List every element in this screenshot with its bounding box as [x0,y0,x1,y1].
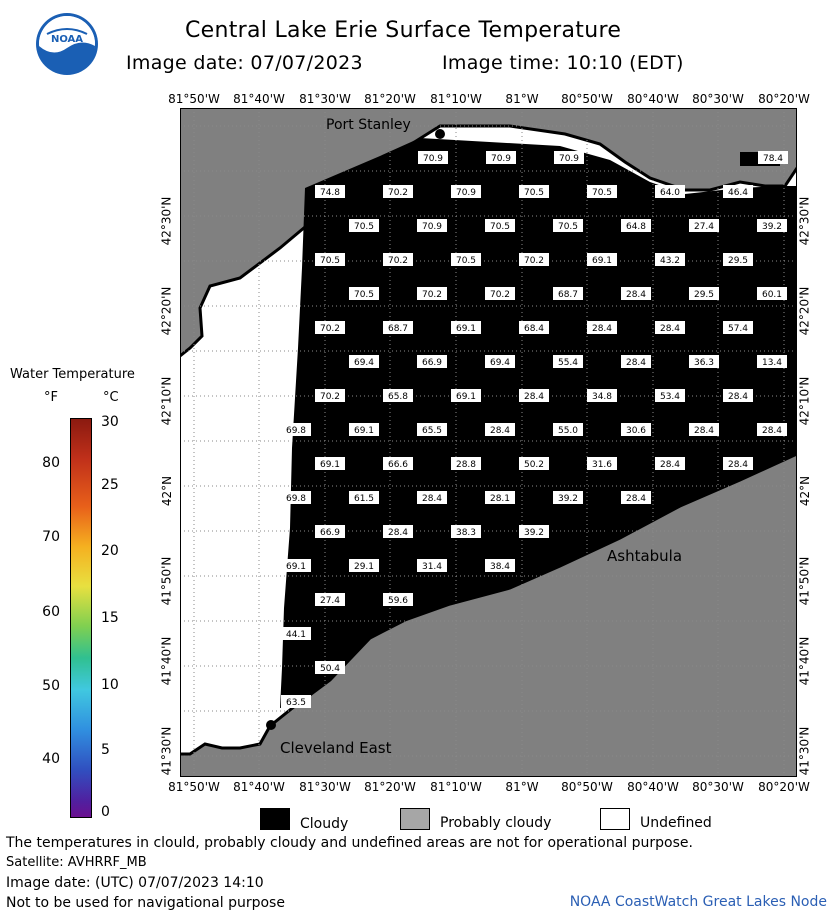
temperature-label: 64.0 [659,188,681,198]
temperature-label: 28.1 [489,494,511,504]
temperature-label: 65.5 [421,426,443,436]
lon-tick-bottom: 81°W [505,780,539,794]
temperature-label: 57.4 [727,324,749,334]
lat-tick-right: 42°30'N [797,196,812,246]
temperature-label: 46.4 [727,188,749,198]
legend-c-tick: 0 [101,804,110,820]
temperature-label: 28.4 [659,324,681,334]
temperature-label: 60.1 [761,290,783,300]
temperature-label: 28.4 [727,392,749,402]
temperature-label: 28.4 [489,426,511,436]
temperature-label: 69.1 [319,460,341,470]
temperature-label: 66.9 [421,358,443,368]
legend-c-tick: 10 [101,677,119,693]
temperature-label: 39.2 [557,494,579,504]
lon-tick-top: 81°W [505,92,539,106]
lon-tick-bottom: 81°20'W [364,780,416,794]
temperature-label: 66.9 [319,528,341,538]
temperature-label: 28.8 [455,460,477,470]
lat-tick-right: 42°20'N [797,286,812,336]
temperature-label: 70.2 [421,290,443,300]
temperature-label: 28.4 [591,324,613,334]
cleveland-east-marker [266,720,276,730]
temperature-label: 50.4 [319,664,341,674]
lon-tick-bottom: 81°30'W [299,780,351,794]
temperature-label: 70.9 [455,188,477,198]
temperature-label: 70.2 [319,392,341,402]
legend-f-tick: 50 [42,678,60,694]
temperature-label: 28.4 [421,494,443,504]
temperature-label: 44.1 [285,630,307,640]
temperature-label: 70.2 [387,256,409,266]
temperature-label: 78.4 [762,154,784,164]
undefined-swatch [600,808,630,830]
temperature-label: 70.9 [421,222,443,232]
lon-tick-top: 81°20'W [364,92,416,106]
credit: NOAA CoastWatch Great Lakes Node [569,894,827,910]
legend-c-tick: 20 [101,543,119,559]
temperature-label: 28.4 [625,494,647,504]
lat-tick-left: 41°40'N [159,636,174,686]
temperature-label: 43.2 [659,256,681,266]
temperature-label: 59.6 [387,596,409,606]
lon-tick-bottom: 80°30'W [692,780,744,794]
temperature-label: 69.1 [353,426,375,436]
temperature-label: 64.8 [625,222,647,232]
temperature-label: 74.8 [319,188,341,198]
temperature-label: 28.4 [727,460,749,470]
legend-title: Water Temperature [10,367,135,382]
lon-tick-top: 80°50'W [561,92,613,106]
temperature-label: 65.8 [387,392,409,402]
temperature-label: 69.1 [455,392,477,402]
legend-f-tick: 40 [42,751,60,767]
temperature-label: 70.5 [319,256,341,266]
temperature-label: 28.4 [523,392,545,402]
lat-tick-right: 41°30'N [797,726,812,776]
temperature-label: 30.6 [625,426,647,436]
temperature-label: 66.6 [387,460,409,470]
temperature-label: 38.3 [455,528,477,538]
temperature-label: 70.2 [489,290,511,300]
page-title: Central Lake Erie Surface Temperature [185,18,622,43]
temperature-label: 55.4 [557,358,579,368]
legend-f-tick: 70 [42,529,60,545]
satellite: Satellite: AVHRRF_MB [6,855,147,870]
lat-tick-left: 42°N [160,475,175,507]
temperature-label: 68.7 [387,324,409,334]
temperature-label: 68.7 [557,290,579,300]
temperature-label: 70.5 [353,290,375,300]
probably-cloudy-swatch [400,808,430,830]
temperature-label: 28.4 [625,290,647,300]
temperature-label: 70.9 [558,154,580,164]
image-date: Image date: 07/07/2023 [126,52,363,74]
lon-tick-bottom: 81°10'W [430,780,482,794]
temperature-label: 38.4 [489,562,511,572]
legend-c-tick: 5 [101,742,110,758]
lat-tick-left: 42°20'N [159,286,174,336]
temperature-label: 29.1 [353,562,375,572]
temperature-label: 69.1 [455,324,477,334]
lon-tick-top: 81°50'W [168,92,220,106]
temperature-label: 70.2 [387,188,409,198]
temperature-label: 61.5 [353,494,375,504]
temperature-label: 55.0 [557,426,579,436]
temperature-label: 70.2 [319,324,341,334]
lon-tick-top: 81°40'W [233,92,285,106]
temperature-label: 29.5 [727,256,749,266]
lon-tick-top: 80°30'W [692,92,744,106]
ashtabula-label: Ashtabula [607,547,683,565]
temperature-label: 28.4 [387,528,409,538]
lat-tick-right: 41°40'N [797,636,812,686]
cloudy-label: Cloudy [300,816,349,832]
cleveland-east-label: Cleveland East [280,739,392,757]
logo-text: NOAA [50,34,84,45]
temperature-label: 70.9 [490,154,512,164]
legend-f-tick: 80 [42,455,60,471]
temperature-label: 68.4 [523,324,545,334]
port-stanley-marker [435,129,445,139]
temperature-label: 69.4 [489,358,511,368]
nav-warning: Not to be used for navigational purpose [6,895,285,911]
legend-c-tick: 25 [101,477,119,493]
temperature-label: 29.5 [693,290,715,300]
temperature-label: 28.4 [693,426,715,436]
lake-map [180,108,797,777]
temperature-label: 27.4 [693,222,715,232]
temperature-label: 39.2 [761,222,783,232]
color-scale-bar [70,418,92,818]
lat-tick-right: 41°50'N [797,556,812,606]
cloudy-swatch [260,808,290,830]
temperature-label: 69.8 [285,494,307,504]
temperature-label: 53.4 [659,392,681,402]
temperature-label: 70.5 [523,188,545,198]
temperature-label: 70.5 [591,188,613,198]
ashtabula-marker [605,530,611,536]
temperature-label: 31.4 [421,562,443,572]
temperature-label: 69.1 [591,256,613,266]
lon-tick-bottom: 80°20'W [758,780,810,794]
temperature-label: 27.4 [319,596,341,606]
temperature-label: 70.5 [353,222,375,232]
lon-tick-top: 80°20'W [758,92,810,106]
temperature-label: 69.8 [285,426,307,436]
temperature-label: 70.2 [523,256,545,266]
temperature-label: 63.5 [285,698,307,708]
lat-tick-right: 42°N [798,475,813,507]
lat-tick-right: 42°10'N [797,376,812,426]
legend-c-tick: 15 [101,610,119,626]
temperature-label: 70.5 [455,256,477,266]
undefined-label: Undefined [640,815,712,831]
temperature-label: 28.4 [761,426,783,436]
image-time: Image time: 10:10 (EDT) [442,52,684,74]
noaa-logo [35,12,99,76]
lat-tick-left: 42°30'N [159,196,174,246]
temperature-label: 70.5 [489,222,511,232]
lon-tick-bottom: 80°50'W [561,780,613,794]
lat-tick-left: 41°50'N [159,556,174,606]
lon-tick-bottom: 80°40'W [627,780,679,794]
temperature-label: 13.4 [761,358,783,368]
legend-unit-c: °C [103,390,119,405]
temperature-label: 36.3 [693,358,715,368]
disclaimer: The temperatures in clould, probably cloudy and undefined areas are not for operational purpose. [6,835,693,851]
lat-tick-left: 42°10'N [159,376,174,426]
temperature-label: 31.6 [591,460,613,470]
temperature-label: 39.2 [523,528,545,538]
legend-unit-f: °F [44,390,58,405]
temperature-label: 70.5 [557,222,579,232]
lon-tick-top: 80°40'W [627,92,679,106]
utc-date: Image date: (UTC) 07/07/2023 14:10 [6,875,264,891]
probably-cloudy-label: Probably cloudy [440,815,552,831]
temperature-label: 28.4 [625,358,647,368]
legend-c-tick: 30 [101,414,119,430]
temperature-label: 70.9 [422,154,444,164]
temperature-label: 69.4 [353,358,375,368]
temperature-label: 34.8 [591,392,613,402]
lat-tick-left: 41°30'N [159,726,174,776]
lon-tick-top: 81°30'W [299,92,351,106]
lon-tick-bottom: 81°50'W [168,780,220,794]
temperature-label: 50.2 [523,460,545,470]
legend-f-tick: 60 [42,604,60,620]
temperature-label: 28.4 [659,460,681,470]
port-stanley-label: Port Stanley [326,117,411,133]
temperature-label: 69.1 [285,562,307,572]
lon-tick-top: 81°10'W [430,92,482,106]
lon-tick-bottom: 81°40'W [233,780,285,794]
